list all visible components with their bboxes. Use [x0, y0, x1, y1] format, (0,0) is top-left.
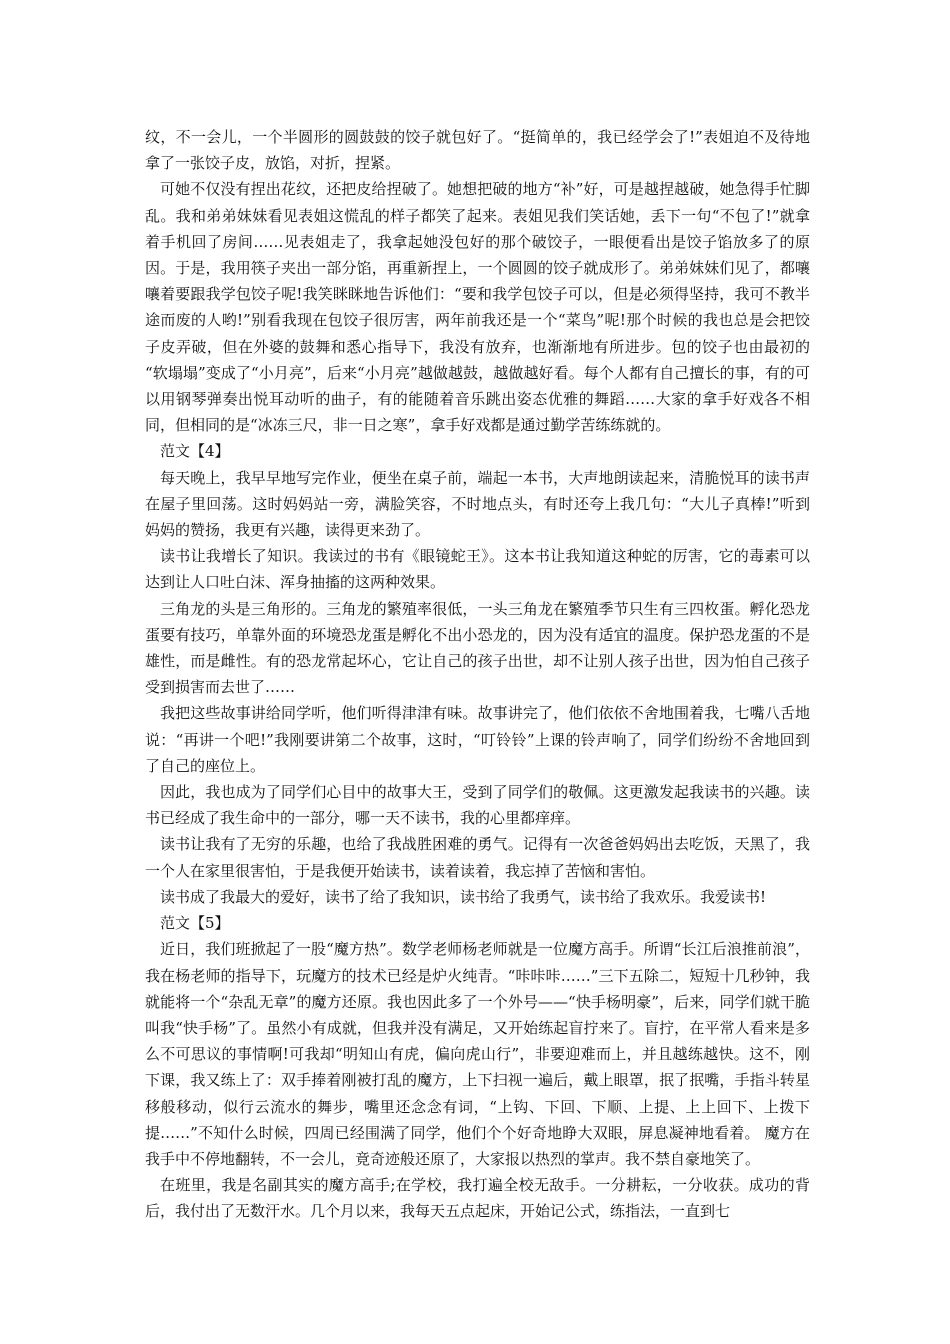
paragraph: 近日，我们班掀起了一股“魔方热”。数学老师杨老师就是一位魔方高手。所谓“长江后浪推前浪”，我在杨老师的指导下，玩魔方的技术已经是炉火纯青。“咔咔咔……”三下五除二，短短十几秒钟，我就能将一个“杂乱无章”的魔方还原。我也因此多了一个外号——“快手杨明豪”，后来，同学们就干脆叫我“快手杨”了。虽然小有成就，但我并没有满足，又开始练起盲拧来了。盲拧，在平常人看来是多么不可思议的事情啊!可我却“明知山有虎，偏向虎山行”，非要迎难而上，并且越练越快。这不，刚下课，我又练上了：双手捧着刚被打乱的魔方，上下扫视一遍后，戴上眼罩，抿了抿嘴，手指斗转星移般移动，似行云流水的舞步，嘴里还念念有词，“上钩、下回、下顺、上提、上上回下、上拨下提……”不知什么时候，四周已经围满了同学，他们个个好奇地睁大双眼，屏息凝神地看着。 魔方在我手中不停地翻转，不一会儿，竟奇迹般还原了，大家报以热烈的掌声。我不禁自豪地笑了。	[145, 940, 810, 1168]
document-page	[145, 124, 810, 1225]
paragraph: 读书成了我最大的爱好，读书了给了我知识，读书给了我勇气，读书给了我欢乐。我爱读书!	[160, 887, 767, 906]
paragraph: 因此，我也成为了同学们心目中的故事大王，受到了同学们的敬佩。这更激发起我读书的兴趣。读书已经成了我生命中的一部分，哪一天不读书，我的心里都痒痒。	[145, 783, 810, 828]
paragraph: 读书让我有了无穷的乐趣，也给了我战胜困难的勇气。记得有一次爸爸妈妈出去吃饭，天黑了，我一个人在家里很害怕，于是我便开始读书，读着读着，我忘掉了苦恼和害怕。	[145, 835, 810, 880]
paragraph: 纹，不一会儿，一个半圆形的圆鼓鼓的饺子就包好了。“挺简单的，我已经学会了!”表姐迫不及待地拿了一张饺子皮，放馅，对折，捏紧。	[145, 128, 810, 173]
section-heading: 范文【5】	[160, 914, 230, 933]
paragraph: 可她不仅没有捏出花纹，还把皮给捏破了。她想把破的地方“补”好，可是越捏越破，她急得手忙脚乱。我和弟弟妹妹看见表姐这慌乱的样子都笑了起来。表姐见我们笑话她，丢下一句“不包了!”就拿着手机回了房间……见表姐走了，我拿起她没包好的那个破饺子，一眼便看出是饺子馅放多了的原因。于是，我用筷子夹出一部分馅，再重新捏上，一个圆圆的饺子就成形了。弟弟妹妹们见了，都嚷嚷着要跟我学包饺子呢!我笑眯眯地告诉他们：“要和我学包饺子可以，但是必须得坚持，我可不教半途而废的人哟!”别看我现在包饺子很厉害，两年前我还是一个“菜鸟”呢!那个时候的我也总是会把饺子皮弄破，但在外婆的鼓舞和悉心指导下，我没有放弃，也渐渐地有所进步。包的饺子也由最初的 “软塌塌”变成了“小月亮”，后来“小月亮”越做越鼓，越做越好看。每个人都有自己擅长的事，有的可以用钢琴弹奏出悦耳动听的曲子，有的能随着音乐跳出姿态优雅的舞蹈……大家的拿手好戏各不相同，但相同的是“冰冻三尺，非一日之寒”，拿手好戏都是通过勤学苦练练就的。	[145, 180, 810, 435]
paragraph: 我把这些故事讲给同学听，他们听得津津有味。故事讲完了，他们依依不舍地围着我，七嘴八舌地说：“再讲一个吧!”我刚要讲第二个故事，这时，“叮铃铃”上课的铃声响了，同学们纷纷不舍地回到了自己的座位上。	[145, 704, 810, 775]
paragraph: 读书让我增长了知识。我读过的书有《眼镜蛇王》。这本书让我知道这种蛇的厉害，它的毒素可以达到让人口吐白沫、浑身抽搐的这两种效果。	[145, 547, 810, 592]
paragraph: 在班里，我是名副其实的魔方高手;在学校，我打遍全校无敌手。一分耕耘，一分收获。成功的背后，我付出了无数汗水。几个月以来，我每天五点起床，开始记公式，练指法，一直到七	[145, 1176, 810, 1221]
paragraph: 每天晚上，我早早地写完作业，便坐在桌子前，端起一本书，大声地朗读起来，清脆悦耳的读书声在屋子里回荡。这时妈妈站一旁，满脸笑容，不时地点头，有时还夸上我几句：“大儿子真棒!”听到妈妈的赞扬，我更有兴趣，读得更来劲了。	[145, 468, 810, 540]
section-heading: 范文【4】	[160, 442, 230, 461]
paragraph: 三角龙的头是三角形的。三角龙的繁殖率很低，一头三角龙在繁殖季节只生有三四枚蛋。孵化恐龙蛋要有技巧，单靠外面的环境恐龙蛋是孵化不出小恐龙的，因为没有适宜的温度。保护恐龙蛋的不是雄性，而是雌性。有的恐龙常起坏心，它让自己的孩子出世，却不让别人孩子出世，因为怕自己孩子受到损害而去世了……	[145, 599, 810, 697]
